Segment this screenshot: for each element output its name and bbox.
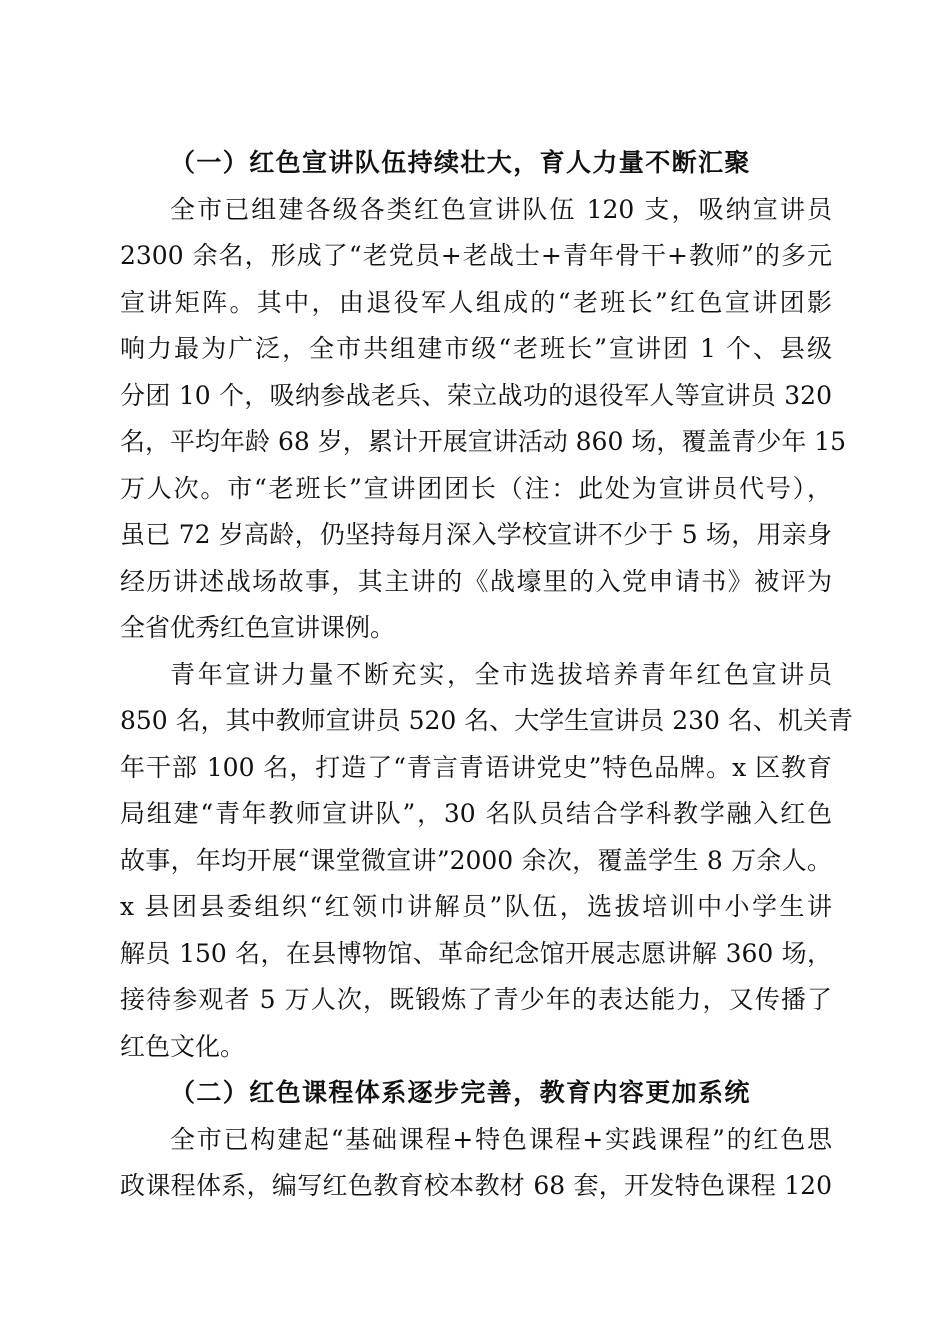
paragraph-line: 全市已构建起“基础课程+特色课程+实践课程”的红色思 (170, 1124, 832, 1154)
section-2-paragraph-1 (120, 1117, 832, 1210)
paragraph-line: 解员 150 名，在县博物馆、革命纪念馆开展志愿讲解 360 场， (120, 938, 832, 968)
paragraph-line: 经历讲述战场故事，其主讲的《战壕里的入党申请书》被评为 (120, 566, 832, 596)
document-body (120, 140, 853, 1210)
paragraph-line: 接待参观者 5 万人次，既锻炼了青少年的表达能力，又传播了 (120, 985, 832, 1014)
paragraph-line: 年干部 100 名，打造了“青言青语讲党史”特色品牌。x 区教育 (120, 752, 832, 782)
paragraph-line: 局组建“青年教师宣讲队”，30 名队员结合学科教学融入红色 (120, 799, 832, 828)
paragraph-line: 全省优秀红色宣讲课例。 (120, 613, 396, 642)
paragraph-line: 虽已 72 岁高龄，仍坚持每月深入学校宣讲不少于 5 场，用亲身 (120, 520, 832, 549)
paragraph-line: 分团 10 个，吸纳参战老兵、荣立战功的退役军人等宣讲员 320 (120, 380, 832, 410)
paragraph-line: 宣讲矩阵。其中，由退役军人组成的“老班长”红色宣讲团影 (120, 287, 832, 317)
paragraph-line: x 县团县委组织“红领巾讲解员”队伍，选拔培训中小学生讲 (120, 892, 832, 921)
section-1-paragraph-1 (120, 187, 847, 652)
paragraph-line: 红色文化。 (120, 1031, 246, 1061)
paragraph-line: 名，平均年龄 68 岁，累计开展宣讲活动 860 场，覆盖青少年 15 (120, 427, 847, 456)
section-1-paragraph-2 (120, 652, 853, 1071)
paragraph-line: 全市已组建各级各类红色宣讲队伍 120 支，吸纳宣讲员 (170, 194, 832, 224)
paragraph-line: 850 名，其中教师宣讲员 520 名、大学生宣讲员 230 名、机关青 (120, 706, 853, 735)
paragraph-line: 万人次。市“老班长”宣讲团团长（注：此处为宣讲员代号）， (120, 473, 832, 503)
paragraph-line: 青年宣讲力量不断充实，全市选拔培养青年红色宣讲员 (170, 659, 832, 689)
paragraph-line: 政课程体系，编写红色教育校本教材 68 套，开发特色课程 120 (120, 1171, 832, 1200)
paragraph-line: 响力最为广泛，全市共组建市级“老班长”宣讲团 1 个、县级 (120, 334, 832, 363)
section-1-heading: （一）红色宣讲队伍持续壮大，育人力量不断汇聚 (170, 148, 751, 177)
paragraph-line: 故事，年均开展“课堂微宣讲”2000 余次，覆盖学生 8 万余人。 (120, 845, 832, 875)
paragraph-line: 2300 余名，形成了“老党员+老战士+青年骨干+教师”的多元 (120, 241, 832, 270)
section-2-heading: （二）红色课程体系逐步完善，教育内容更加系统 (170, 1078, 751, 1107)
